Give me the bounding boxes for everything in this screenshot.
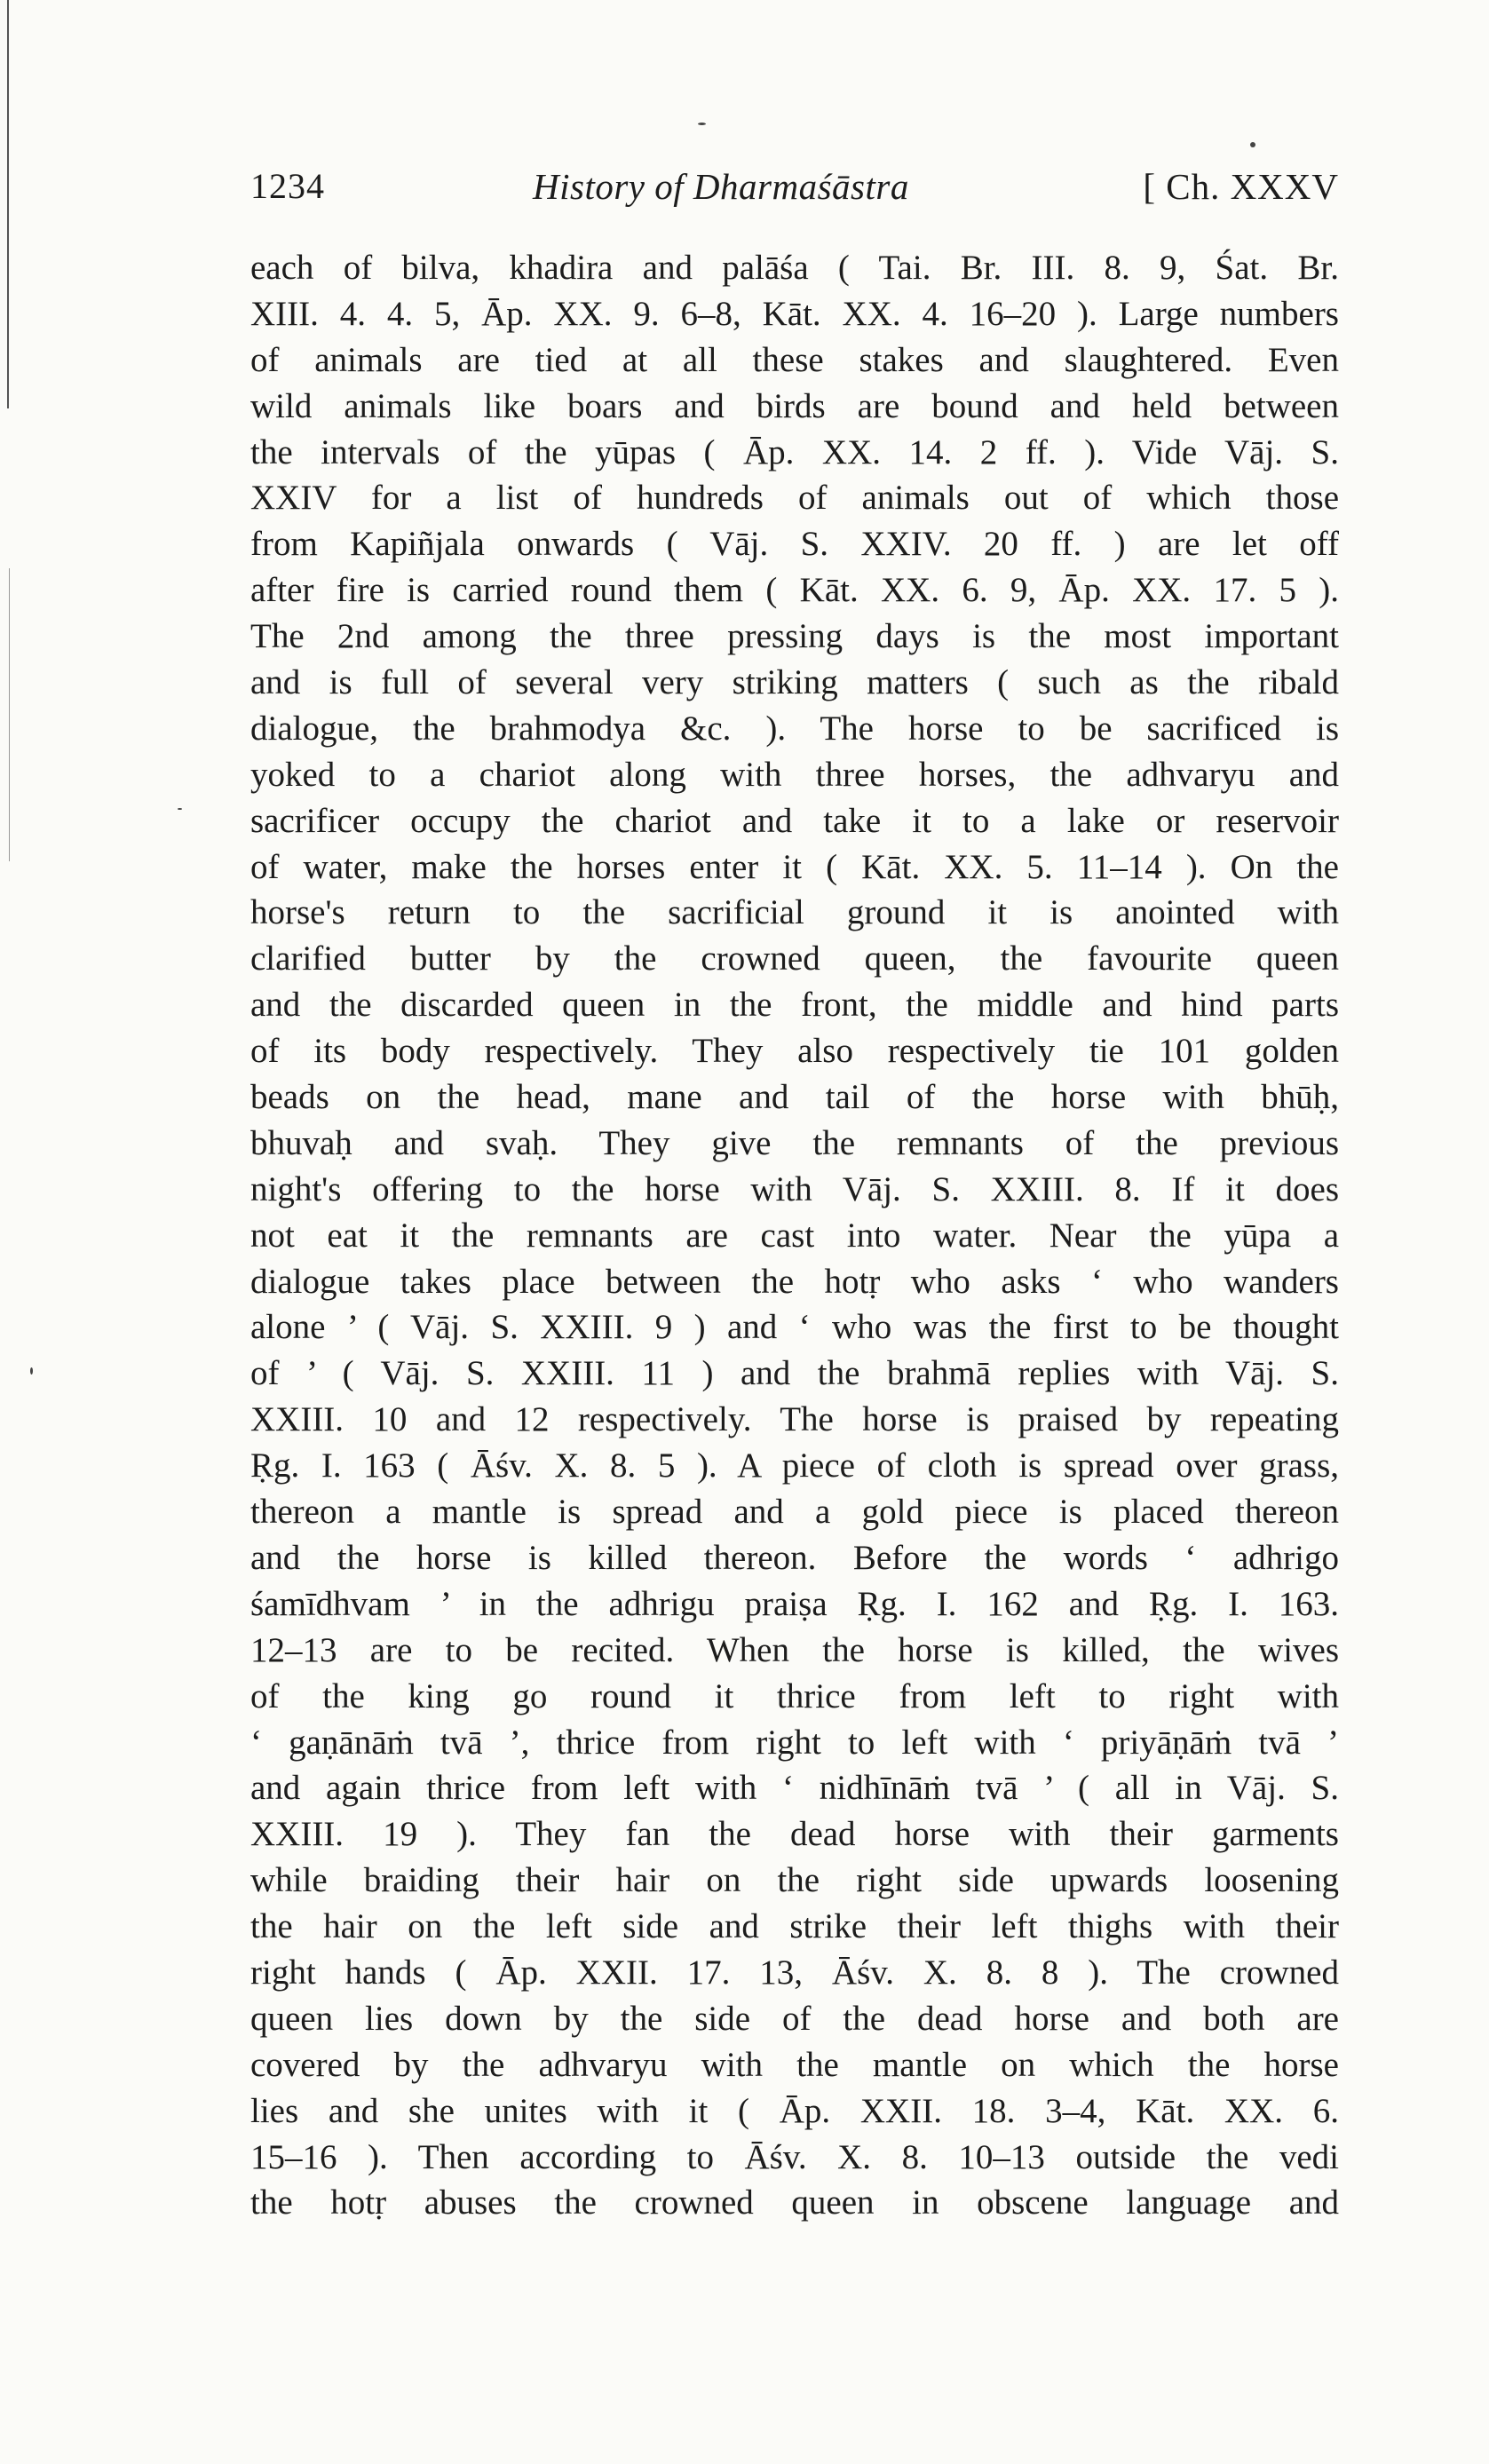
text-line: beads on the head, mane and tail of the horse with bhūḥ, [250,1078,1339,1117]
page-header [250,154,1339,208]
scan-speck [698,123,706,125]
text-line: wild animals like boars and birds are bound and held between [250,386,1339,425]
text-line: śamīdhvam ’ in the adhrigu praiṣa Ṛg. I. 162 and Ṛg. I. 163. [250,1584,1339,1623]
text-line: after fire is carried round them ( Kāt. XX. 6. 9, Āp. XX. 17. 5 ). [250,571,1339,610]
binding-edge-mark-lower [9,568,10,861]
text-line: from Kapiñjala onwards ( Vāj. S. XXIV. 20 ff. ) are let off [250,525,1339,564]
page-number: 1234 [250,166,325,206]
text-line: each of bilva, khadira and palāśa ( Tai. Br. III. 8. 9, Śat. Br. [250,249,1339,287]
text-line: the intervals of the yūpas ( Āp. XX. 14. 2 ff. ). Vide Vāj. S. [250,432,1339,471]
text-line: of the king go round it thrice from left to right with [250,1676,1339,1715]
binding-edge-mark [7,0,9,408]
text-line: ‘ gaṇānāṁ tvā ’, thrice from right to left with ‘ priyāṇāṁ tvā ’ [250,1723,1339,1762]
text-line: and is full of several very striking matters ( such as the ribald [250,663,1339,702]
text-line: and again thrice from left with ‘ nidhīnāṁ tvā ’ ( all in Vāj. S. [250,1769,1339,1808]
text-line: and the horse is killed thereon. Before the words ‘ adhrigo [250,1538,1339,1577]
text-line: of water, make the horses enter it ( Kāt. XX. 5. 11–14 ). On the [250,847,1339,886]
text-line: of animals are tied at all these stakes and slaughtered. Even [250,340,1339,379]
text-line: The 2nd among the three pressing days is the most important [250,617,1339,656]
text-line: not eat it the remnants are cast into water. Near the yūpa a [250,1216,1339,1255]
text-line: queen lies down by the side of the dead horse and both are [250,1999,1339,2038]
text-line: and the discarded queen in the front, the middle and hind parts [250,986,1339,1025]
text-line: XXIII. 19 ). They fan the dead horse with their garments [250,1815,1339,1854]
text-line: XXIII. 10 and 12 respectively. The horse is praised by repeating [250,1400,1339,1439]
text-line: yoked to a chariot along with three horses, the adhvaryu and [250,755,1339,794]
text-line: night's offering to the horse with Vāj. S. XXIII. 8. If it does [250,1169,1339,1208]
body-text [250,245,1339,2226]
text-line: thereon a mantle is spread and a gold piece is placed thereon [250,1493,1339,1532]
text-line: dialogue, the brahmodya &c. ). The horse to be sacrificed is [250,709,1339,748]
text-line: horse's return to the sacrificial ground it is anointed with [250,893,1339,932]
text-line: 12–13 are to be recited. When the horse is killed, the wives [250,1630,1339,1669]
text-line: alone ’ ( Vāj. S. XXIII. 9 ) and ‘ who was the first to be thought [250,1308,1339,1347]
text-line: of ’ ( Vāj. S. XXIII. 11 ) and the brahmā replies with Vāj. S. [250,1354,1339,1393]
text-line: XXIV for a list of hundreds of animals out of which those [250,479,1339,518]
text-line: the hotṛ abuses the crowned queen in obscene language and [250,2183,1339,2222]
running-title: History of Dharmaśāstra [533,166,909,207]
text-line: XIII. 4. 4. 5, Āp. XX. 9. 6–8, Kāt. XX. 4. 16–20 ). Large numbers [250,294,1339,333]
text-line: while braiding their hair on the right side upwards loosening [250,1861,1339,1900]
text-line: lies and she unites with it ( Āp. XXII. 18. 3–4, Kāt. XX. 6. [250,2091,1339,2130]
text-line: right hands ( Āp. XXII. 17. 13, Āśv. X. 8. 8 ). The crowned [250,1953,1339,1992]
text-line: dialogue takes place between the hotṛ who asks ‘ who wanders [250,1262,1339,1301]
scan-speck [1250,142,1255,147]
text-line: of its body respectively. They also respectively tie 101 golden [250,1032,1339,1071]
text-line: the hair on the left side and strike their left thighs with their [250,1907,1339,1946]
text-line: bhuvaḥ and svaḥ. They give the remnants of the previous [250,1123,1339,1162]
text-line: sacrificer occupy the chariot and take it to a lake or reservoir [250,801,1339,840]
text-line: clarified butter by the crowned queen, the favourite queen [250,939,1339,978]
scan-speck [30,1367,33,1375]
text-line: 15–16 ). Then according to Āśv. X. 8. 10–13 outside the vedi [250,2137,1339,2176]
text-line: covered by the adhvaryu with the mantle on which the horse [250,2045,1339,2084]
chapter-label: [ Ch. XXXV [1143,166,1339,207]
text-line: Ṛg. I. 163 ( Āśv. X. 8. 5 ). A piece of cloth is spread over grass, [250,1446,1339,1486]
scan-speck [178,808,182,810]
